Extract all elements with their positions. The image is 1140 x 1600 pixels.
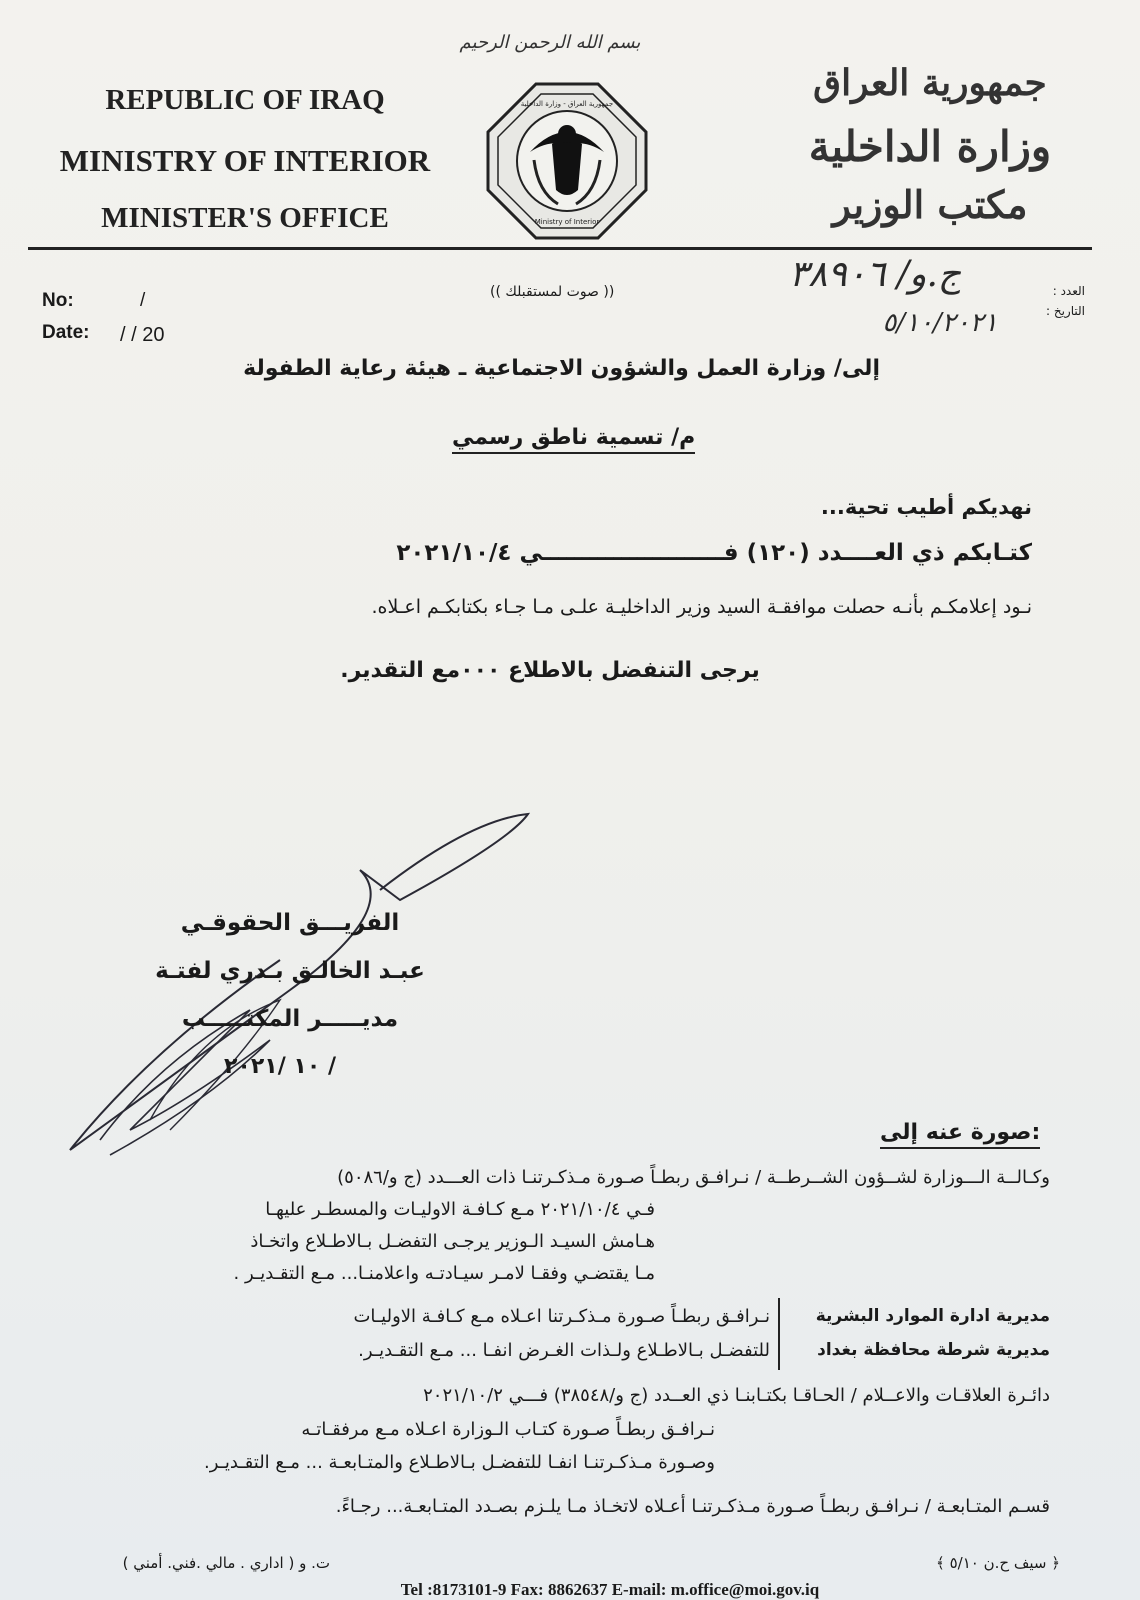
copies-heading: صورة عنه إلى: bbox=[880, 1120, 1040, 1149]
contact-info: Tel :8173101-9 Fax: 8862637 E-mail: m.office@moi.gov.iq bbox=[400, 1580, 820, 1599]
copy1-line3: هـامش السيـد الـوزير يرجـى التفضـل بـالاطـلاع واتخـاذ bbox=[250, 1231, 655, 1252]
letter-reference: كتـابكم ذي العــــدد (١٢٠) فـــــــــــــــــــــــي ٢٠٢١/١٠/٤ bbox=[396, 540, 1032, 566]
signatory-title: مديـــــر المكتـــــب bbox=[181, 1006, 399, 1032]
copy1-line1: وكـالــة الـــوزارة لشــؤون الشــرطــة / نـرافـق ربطـاً صـورة مـذكـرتنـا ذات العـــدد (ج و/٥٠٨٦) bbox=[337, 1167, 1050, 1188]
signatory-name: عبـد الخالـق بـدري لفتـة bbox=[155, 958, 425, 984]
signature-date: / ١٠ /٢٠٢١ bbox=[224, 1054, 336, 1079]
copy3-line1: دائـرة العلاقـات والاعــلام / الحـاقـا بكتـابنـا ذي العــدد (ج و/٣٨٥٤٨) فـــي ٢٠٢١/١٠/٢ bbox=[423, 1385, 1050, 1406]
subject-wrap bbox=[452, 425, 696, 450]
no-value: / bbox=[140, 290, 146, 311]
copy2-line1: نـرافـق ربطـاً صـورة مـذكـرتنا اعـلاه مـع كـافـة الاوليـات bbox=[353, 1306, 770, 1327]
en-republic-title: REPUBLIC OF IRAQ bbox=[105, 84, 385, 116]
copy3-line2: نـرافـق ربطـاً صـورة كتـاب الـوزارة اعـلاه مـع مرفقـاتـه bbox=[301, 1419, 715, 1440]
date-label: Date: bbox=[42, 322, 90, 343]
copy3-line3: وصـورة مـذكـرتنـا انفـا للتفضـل بـالاطـلاع والمتـابعـة ... مـع التقـديـر. bbox=[204, 1452, 715, 1473]
body-paragraph: نـود إعلامكـم بأنـه حصلت موافقـة السيد وزير الداخليـة علـى مـا جـاء بكتابكـم اعـلاه. bbox=[371, 596, 1032, 618]
emblem-top-text: جمهورية العراق - وزارة الداخلية bbox=[520, 100, 614, 108]
no-label: No: bbox=[42, 290, 74, 311]
closing-line: يرجى التنفضل بالاطلاع ٠٠٠مع التقدير. bbox=[340, 658, 760, 683]
copy2-recipient-b: مديرية شرطة محافظة بغداد bbox=[817, 1340, 1050, 1360]
basmala: بسم الله الرحمن الرحيم bbox=[459, 32, 641, 53]
subject: م/ تسمية ناطق رسمي bbox=[452, 425, 695, 454]
en-ministry-title: MINISTRY OF INTERIOR bbox=[59, 143, 431, 178]
copy2-recipient-a: مديرية ادارة الموارد البشرية bbox=[815, 1306, 1050, 1326]
copy1-line4: مـا يقتضـي وفقـا لامـر سيـادتـه واعلامنـا... مـع التقـديـر . bbox=[233, 1263, 655, 1284]
ar-ministry-title: وزارة الداخلية bbox=[808, 122, 1052, 171]
ministry-emblem bbox=[486, 82, 648, 240]
copy2-bracket bbox=[778, 1298, 780, 1370]
handwritten-number: ج.و/ ٣٨٩٠٦ bbox=[788, 254, 962, 295]
copy4-line1: قسـم المتـابعـة / نـرافـق ربطـاً صـورة مـذكـرتنـا أعـلاه لاتخـاذ مـا يلـزم بصـدد المتـابعـة... رجـاءً. bbox=[335, 1496, 1050, 1517]
ar-date-label: التاريخ : bbox=[1045, 304, 1085, 318]
slogan: (( صوت لمستقبلك )) bbox=[490, 284, 615, 300]
date-value: / / 20 bbox=[120, 324, 165, 346]
typist-initials: ﴿ سيف ح.ن ٥/١٠ ﴾ bbox=[936, 1554, 1060, 1572]
handwritten-date: ٥/١٠/٢٠٢١ bbox=[882, 308, 998, 338]
copies-heading-wrap bbox=[880, 1120, 1040, 1145]
ar-number-label: العدد : bbox=[1052, 284, 1085, 298]
greeting: نهديكم أطيب تحية... bbox=[820, 495, 1032, 519]
ar-office-title: مكتب الوزير bbox=[832, 182, 1028, 227]
emblem-bottom-text: Ministry of Interior bbox=[534, 218, 600, 226]
copy1-line2: فـي ٢٠٢١/١٠/٤ مـع كـافـة الاوليـات والمسطـر عليهـا bbox=[265, 1199, 655, 1220]
signatory-rank: الفريـــق الحقوقـي bbox=[180, 910, 400, 936]
ar-republic-title: جمهورية العراق bbox=[813, 62, 1047, 104]
header-divider bbox=[28, 247, 1092, 250]
addressee: إلى/ وزارة العمل والشؤون الاجتماعية ـ هيئة رعاية الطفولة bbox=[243, 356, 880, 381]
en-office-title: MINISTER'S OFFICE bbox=[101, 202, 389, 234]
distribution-note: ت. و ( اداري . مالي .فني. أمني ) bbox=[122, 1554, 330, 1572]
copy2-line2: للتفضـل بـالاطـلاع ولـذات الغـرض انفـا ... مـع التقـديـر. bbox=[358, 1340, 770, 1361]
